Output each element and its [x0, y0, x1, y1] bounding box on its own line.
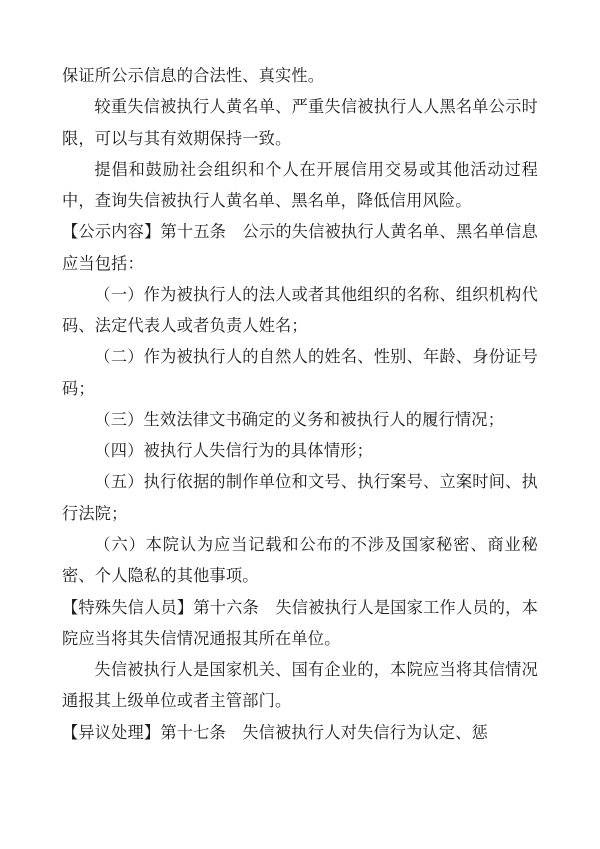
paragraph: （五）执行依据的制作单位和文号、执行案号、立案时间、执行法院；	[62, 472, 538, 523]
paragraph: （六）本院认为应当记载和公布的不涉及国家秘密、商业秘密、个人隐私的其他事项。	[62, 534, 538, 586]
paragraph: 较重失信被执行人黄名单、严重失信被执行人人黑名单公示时限，可以与其有效期保持一致。	[62, 97, 538, 148]
paragraph: 【公示内容】第十五条 公示的失信被执行人黄名单、黑名单信息应当包括：	[62, 222, 538, 273]
paragraph: 【异议处理】第十七条 失信被执行人对失信行为认定、惩	[62, 722, 489, 742]
paragraph: 【特殊失信人员】第十六条 失信被执行人是国家工作人员的，本院应当将其失信情况通报其所在单位。	[62, 597, 538, 648]
paragraph: （三）生效法律文书确定的义务和被执行人的履行情况；	[94, 409, 505, 429]
paragraph: （四）被执行人失信行为的具体情形；	[94, 441, 373, 461]
paragraph: 提倡和鼓励社会组织和个人在开展信用交易或其他活动过程中，查询失信被执行人黄名单、黑名单，降低信用风险。	[62, 159, 538, 211]
paragraph: （二）作为被执行人的自然人的姓名、性别、年龄、身份证号码；	[62, 347, 538, 398]
paragraph: （一）作为被执行人的法人或者其他组织的名称、组织机构代码、法定代表人或者负责人姓名；	[62, 284, 538, 336]
paragraph: 保证所公示信息的合法性、真实性。	[62, 66, 325, 85]
paragraph: 失信被执行人是国家机关、国有企业的，本院应当将其信情况通报其上级单位或者主管部门。	[62, 660, 538, 711]
document-body	[62, 60, 538, 748]
